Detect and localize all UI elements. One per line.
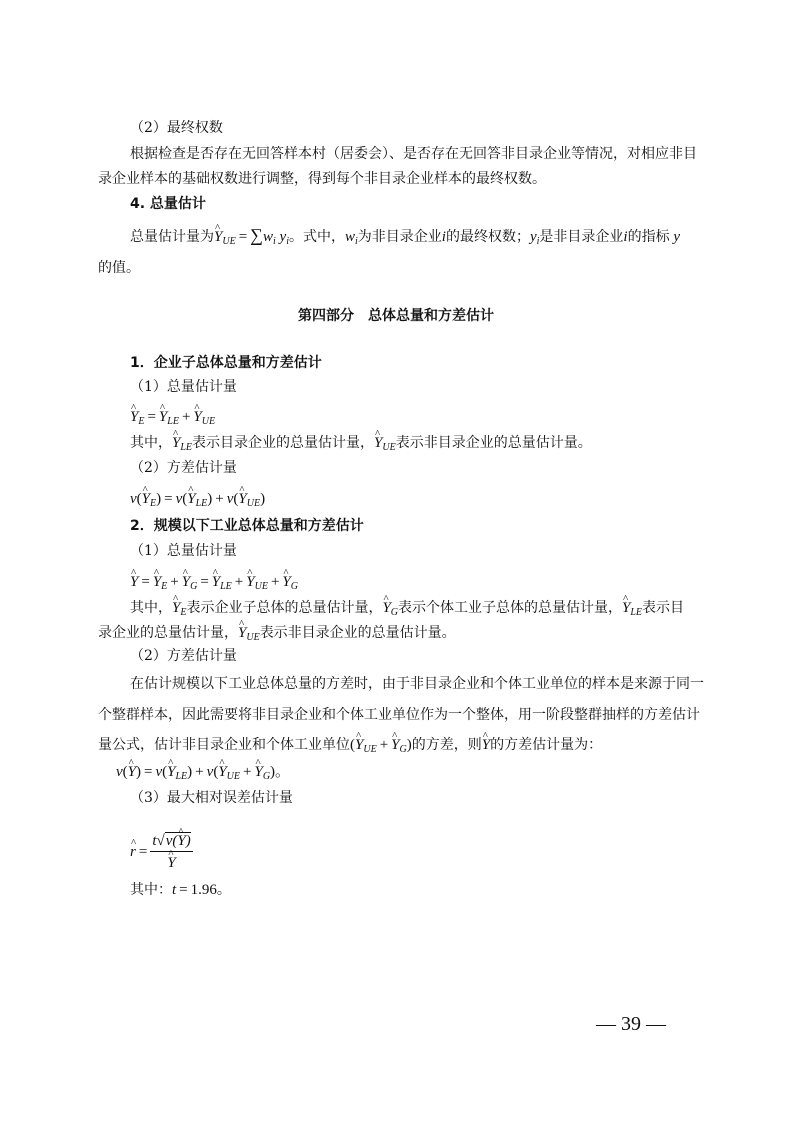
section-heading-total-estimate: 4. 总量估计 — [130, 196, 206, 212]
formula-relative-error: ^ r = t√v(^ Y) ^ Y — [130, 832, 193, 872]
formula-variance-y: v(^ Y) = v(^ $Y_{LE}$) + v(^ $Y_{UE}$ +^ $Y_G$)。 — [116, 761, 290, 788]
page-number: — 39 — — [596, 1013, 666, 1035]
text: 的方差，则 — [411, 737, 482, 753]
symbol-y-e: ^ $Y_E$ — [172, 600, 186, 616]
formula-t-value: t = 1.96 — [172, 882, 217, 898]
text: 为非目录企业 — [357, 229, 442, 245]
text: 的方差估计量为： — [490, 737, 603, 753]
paragraph-line: 在估计规模以下工业总体总量的方差时，由于非目录企业和个体工业单位的样本是来源于同一 — [130, 676, 704, 692]
paragraph-line: 的值。 — [98, 260, 140, 276]
text: 的指标 — [627, 229, 670, 245]
text: 表示目 — [642, 600, 685, 616]
symbol-y-ue: ^ $Y_{UE}$ — [374, 435, 396, 451]
symbol-y: y — [669, 229, 681, 245]
paragraph-line — [98, 734, 602, 761]
text: 。 — [216, 882, 231, 898]
explanation-line — [130, 879, 231, 901]
total-estimator-sentence — [130, 224, 680, 253]
text: 量公式，估计非目录企业和个体工业单位 — [98, 737, 350, 753]
symbol-i: i — [441, 229, 446, 245]
section-heading: 1．企业子总体总量和方差估计 — [130, 355, 322, 371]
symbol-y-hat: ^ Y — [482, 737, 490, 753]
formula-y-total: ^ Y =^ $Y_E$ +^ $Y_G$ =^ $Y_{LE}$ +^ $Y_{UE}$ +^ $Y_G$ — [130, 571, 298, 598]
text: 其中， — [130, 600, 172, 616]
symbol-i: i — [623, 229, 628, 245]
subheading: （1）总量估计量 — [130, 379, 237, 395]
formula-variance-ye: v(^ $Y_E$) = v(^ $Y_{LE}$) + v(^ $Y_{UE}$) — [130, 488, 265, 515]
symbol-y-le: ^ $Y_{LE}$ — [172, 435, 192, 451]
text: 其中： — [130, 882, 172, 898]
paragraph-line: 根据检查是否存在无回答样本村（居委会）、是否存在无回答非目录企业等情况，对相应非目 — [130, 146, 697, 162]
formula-total-ue: ^ $Y_{UE} = \sum w_i$ $y_i$ — [214, 229, 289, 245]
text: 表示非目录企业的总量估计量。 — [395, 435, 592, 451]
text: 表示个体工业子总体的总量估计量， — [398, 600, 623, 616]
subheading: （1）总量估计量 — [130, 543, 237, 559]
paragraph-line: 录企业样本的基础权数进行调整，得到每个非目录企业样本的最终权数。 — [98, 171, 546, 187]
subheading: （2）方差估计量 — [130, 460, 237, 476]
text: 录企业的总量估计量， — [98, 625, 238, 641]
text: 是非目录企业 — [539, 229, 624, 245]
formula-ye-total: ^ $Y_E$ =^ $Y_{LE}$ +^ $Y_{UE}$ — [130, 406, 215, 433]
symbol-y-g: ^ $Y_G$ — [382, 600, 398, 616]
text: 总量估计量为 — [130, 229, 214, 245]
text: 表示企业子总体的总量估计量， — [186, 600, 383, 616]
paragraph-line: 个整群样本，因此需要将非目录企业和个体工业单位作为一个整体，用一阶段整群抽样的方差估计 — [98, 707, 700, 723]
text: 。式中， — [289, 229, 345, 245]
explanation-line — [130, 432, 592, 459]
text: 其中， — [130, 435, 172, 451]
text: 表示目录企业的总量估计量， — [192, 435, 375, 451]
explanation-line — [130, 597, 684, 624]
symbol-y-le: ^ $Y_{LE}$ — [622, 600, 642, 616]
section-heading: 2．规模以下工业总体总量和方差估计 — [130, 518, 364, 534]
part-title: 第四部分 总体总量和方差估计 — [298, 308, 494, 324]
subheading-final-weight: （2）最终权数 — [130, 120, 223, 136]
text: 的最终权数； — [445, 229, 530, 245]
symbol-y-ue-plus-y-g: (^ $Y_{UE}$ +^ $Y_G$) — [350, 737, 412, 753]
symbol-y-ue: ^ $Y_{UE}$ — [238, 625, 260, 641]
symbol-w-i: $w_i$ — [345, 229, 358, 247]
subheading: （2）方差估计量 — [130, 648, 237, 664]
text: 表示非目录企业的总量估计量。 — [259, 625, 456, 641]
subheading: （3）最大相对误差估计量 — [130, 790, 293, 806]
symbol-y-i: $y_i$ — [529, 229, 540, 247]
